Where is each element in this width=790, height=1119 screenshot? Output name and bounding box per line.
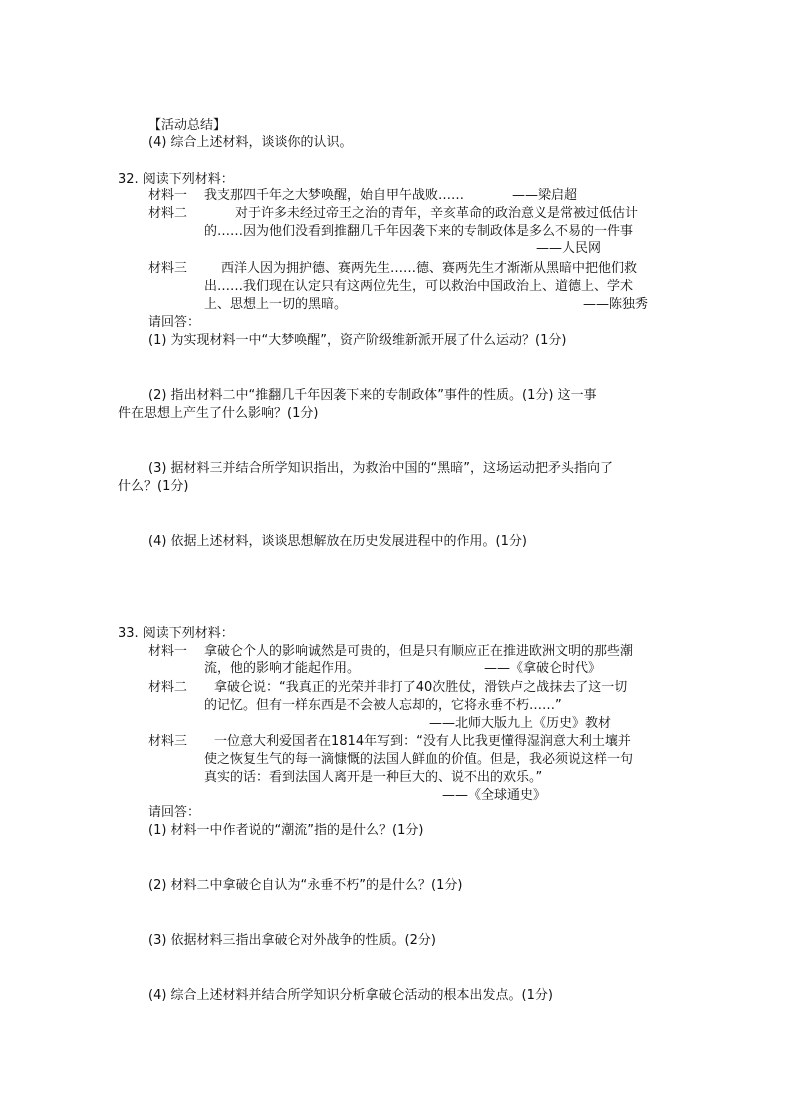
q32-question-2-line-2: 件在思想上产生了什么影响？(1分) bbox=[118, 406, 319, 421]
q32-material-2-label: 材料二 bbox=[148, 206, 188, 221]
q32-material-1-label: 材料一 bbox=[148, 188, 188, 203]
q32-material-2-line-1: 对于许多未经过帝王之治的青年，辛亥革命的政治意义是常被过低估计 bbox=[235, 206, 639, 221]
q32-answer-prompt: 请回答： bbox=[148, 315, 201, 330]
q33-question-4: (4) 综合上述材料并结合所学知识分析拿破仑活动的根本出发点。(1分) bbox=[148, 988, 553, 1003]
q32-material-3-line-2: 出……我们现在认定只有这两位先生，可以救治中国政治上、道德上、学术 bbox=[204, 279, 634, 294]
q33-material-2-source: ——北师大版九上《历史》教材 bbox=[429, 716, 612, 731]
q33-question-2: (2) 材料二中拿破仑自认为“永垂不朽”的是什么？(1分) bbox=[148, 878, 463, 893]
q33-question-3: (3) 依据材料三指出拿破仑对外战争的性质。(2分) bbox=[148, 933, 436, 948]
q33-material-2-line-1: 拿破仑说：“我真正的光荣并非打了40次胜仗，滑铁卢之战抹去了这一切 bbox=[214, 680, 628, 695]
q33-intro: 33. 阅读下列材料： bbox=[118, 626, 234, 641]
q32-intro: 32. 阅读下列材料： bbox=[118, 172, 234, 187]
summary-question-4: (4) 综合上述材料，谈谈你的认识。 bbox=[148, 135, 353, 150]
q32-question-2-line-1: (2) 指出材料二中“推翻几千年因袭下来的专制政体”事件的性质。(1分) 这一事 bbox=[148, 388, 597, 403]
q32-question-3-line-2: 什么？(1分) bbox=[118, 479, 189, 494]
q32-question-3-line-1: (3) 据材料三并结合所学知识指出，为救治中国的“黑暗”，这场运动把矛头指向了 bbox=[148, 461, 614, 476]
q33-material-3-line-3: 真实的话：看到法国人离开是一种巨大的、说不出的欢乐。” bbox=[204, 770, 543, 785]
q33-material-3-source: ——《全球通史》 bbox=[442, 788, 547, 803]
q33-answer-prompt: 请回答： bbox=[148, 805, 201, 820]
q33-material-1-line-1: 拿破仑个人的影响诚然是可贵的，但是只有顺应正在推进欧洲文明的那些潮 bbox=[204, 644, 634, 659]
q33-material-2-label: 材料二 bbox=[148, 680, 188, 695]
q32-material-3-line-3: 上、思想上一切的黑暗。 bbox=[204, 297, 348, 312]
q33-material-1-line-2: 流，他的影响才能起作用。 bbox=[204, 661, 361, 676]
q32-material-1-text: 我支那四千年之大梦唤醒，始自甲午战败…… bbox=[204, 188, 465, 203]
q33-material-3-label: 材料三 bbox=[148, 734, 188, 749]
q32-material-2-source: ——人民网 bbox=[536, 241, 602, 256]
q33-material-2-line-2: 的记忆。但有一样东西是不会被人忘却的，它将永垂不朽……” bbox=[204, 698, 562, 713]
q32-question-1: (1) 为实现材料一中“大梦唤醒”，资产阶级维新派开展了什么运动？(1分) bbox=[148, 333, 567, 348]
q33-material-3-line-1: 一位意大利爱国者在1814年写到：“没有人比我更懂得湿润意大利土壤并 bbox=[214, 734, 631, 749]
q33-question-1: (1) 材料一中作者说的“潮流”指的是什么？(1分) bbox=[148, 823, 424, 838]
q32-question-4: (4) 依据上述材料，谈谈思想解放在历史发展进程中的作用。(1分) bbox=[148, 534, 527, 549]
q33-material-3-line-2: 使之恢复生气的每一滴慷慨的法国人鲜血的价值。但是，我必须说这样一句 bbox=[204, 752, 634, 767]
summary-heading: 【活动总结】 bbox=[148, 118, 227, 133]
q32-material-3-source: ——陈独秀 bbox=[583, 297, 649, 312]
q33-material-1-label: 材料一 bbox=[148, 644, 188, 659]
q32-material-2-line-2: 的……因为他们没看到推翻几千年因袭下来的专制政体是多么不易的一件事 bbox=[204, 224, 634, 239]
q32-material-1-source: ——梁启超 bbox=[512, 188, 578, 203]
q33-material-1-source: ——《拿破仑时代》 bbox=[484, 661, 602, 676]
q32-material-3-label: 材料三 bbox=[148, 261, 188, 276]
q32-material-3-line-1: 西洋人因为拥护德、赛两先生……德、赛两先生才渐渐从黑暗中把他们救 bbox=[221, 261, 638, 276]
